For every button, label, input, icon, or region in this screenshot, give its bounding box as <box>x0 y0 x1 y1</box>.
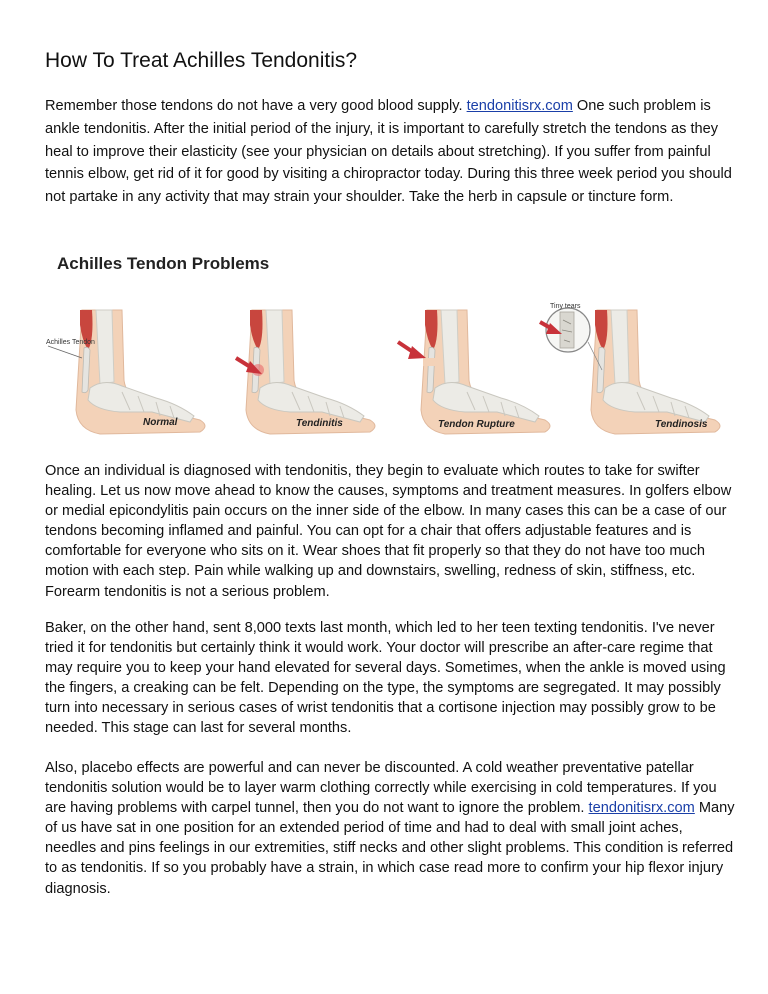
paragraph-4 <box>45 758 735 899</box>
paragraph-2: Once an individual is diagnosed with tendonitis, they begin to evaluate which routes to take for swifter healing. Let us now move ahead to know the causes, symptoms and treatment measures. In golfers elbow or medial epicondylitis pain occurs on the inner side of the elbow. In many cases this can be a case of our tendons becoming inflamed and painful. You can opt for a chair that offers adjustable features and is comfortable for everyone who sits on it. Wear shoes that fit properly so that they do not have too much motion with each step. Pain while walking up and downstairs, swelling, redness of skin, stiffness, etc. Forearm tendonitis is not a serious problem. <box>45 463 732 600</box>
caption-normal: Normal <box>143 417 178 428</box>
caption-tendinitis: Tendinitis <box>296 418 343 429</box>
foot-normal <box>76 310 205 434</box>
tendonitisrx-link-2[interactable]: tendonitisrx.com <box>588 800 695 817</box>
foot-tendinitis <box>246 310 375 434</box>
label-leader-line <box>48 346 82 358</box>
paragraph-1 <box>45 95 735 209</box>
paragraph-1-text-end: One such problem is ankle tendonitis. After the initial period of the injury, it is important to carefully stretch the tendons as they heal to improve their elasticity (see your physician on details about stretching). If you suffer from painful tennis elbow, get rid of it for good by visiting a chiropractor today. During this three week period you should not partake in any activity that may strain your shoulder. Take the herb in capsule or tincture form. <box>45 98 732 206</box>
paragraph-4-text-end: Many of us have sat in one position for an extended period of time and had to deal with small joint aches, needles and pins feelings in our extremities, stiff necks and other slight problems. This condition is referred to as tendonitis. If so you probably have a strain, in which case read more to confirm your hip flexor injury diagnosis. <box>45 800 735 897</box>
achilles-figure <box>40 250 730 440</box>
achilles-tendon-label: Achilles Tendon <box>46 339 95 346</box>
paragraph-4-text-start: Also, placebo effects are powerful and can never be discounted. A cold weather preventative patellar tendonitis solution would be to layer warm clothing correctly while exercising in cold temperatures. If you are having problems with carpel tunnel, then you do not want to ignore the problem. <box>45 760 717 817</box>
arrow-icon <box>398 342 426 359</box>
figure-title: Achilles Tendon Problems <box>57 254 270 273</box>
caption-tendinosis: Tendinosis <box>655 419 708 430</box>
foot-tendinosis <box>591 310 720 434</box>
paragraph-1-text-start: Remember those tendons do not have a very good blood supply. <box>45 98 467 114</box>
page-title: How To Treat Achilles Tendonitis? <box>45 49 358 72</box>
caption-tendon-rupture: Tendon Rupture <box>438 419 515 430</box>
tiny-tears-label: Tiny tears <box>550 303 581 310</box>
achilles-illustration <box>40 250 730 440</box>
tendonitisrx-link-1[interactable]: tendonitisrx.com <box>466 98 573 114</box>
foot-rupture <box>421 310 550 434</box>
paragraph-3: Baker, on the other hand, sent 8,000 texts last month, which led to her teen texting tendonitis. I've never tried it for tendonitis but certainly think it would work. Your doctor will prescribe an after-care regime that may require you to keep your hand elevated for several days. Sometimes, when the ankle is moved using the fingers, a creaking can be felt. Depending on the type, the symptoms are segregated. It may possibly turn into necessary in serious cases of wrist tendonitis that a cortisone injection may possibly grow to be needed. This stage can last for several months. <box>45 620 726 737</box>
